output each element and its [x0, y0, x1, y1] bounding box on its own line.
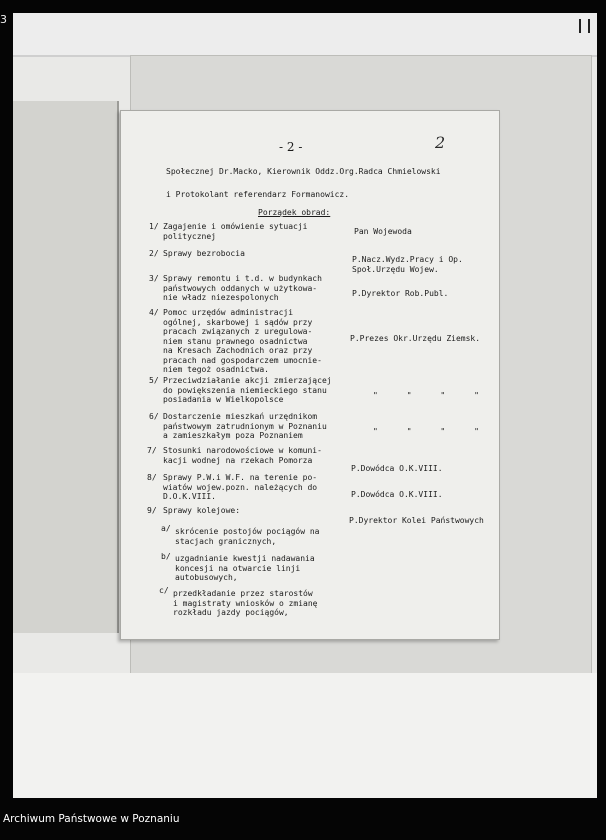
agenda-number: 5/ [149, 376, 159, 385]
left-sheet [13, 101, 119, 633]
corner-tick [579, 19, 581, 33]
agenda-number: 3/ [149, 274, 159, 283]
page-number: - 2 - [279, 140, 303, 154]
agenda-speaker: " " " " [373, 391, 479, 400]
sub-item-label: c/ [159, 586, 169, 595]
bottom-blank-area [13, 673, 597, 798]
agenda-number: 9/ [147, 506, 157, 515]
agenda-heading: Porządek obrad: [258, 208, 331, 217]
agenda-number: 6/ [149, 412, 159, 421]
agenda-number: 2/ [149, 249, 159, 258]
agenda-speaker: P.Dowódca O.K.VIII. [351, 490, 443, 499]
agenda-text: Stosunki narodowościowe w komuni- kacji wodnej na rzekach Pomorza [163, 446, 322, 465]
archive-footer: Archiwum Państwowe w Poznaniu [3, 813, 180, 825]
agenda-number: 4/ [149, 308, 159, 317]
sub-item-text: przedkładanie przez starostów i magistraty wniosków o zmianę rozkładu jazdy pociągów, [173, 589, 318, 617]
agenda-speaker: P.Dyrektor Rob.Publ. [352, 289, 449, 298]
agenda-text: Sprawy bezrobocia [163, 249, 245, 258]
sub-item-label: b/ [161, 552, 171, 561]
agenda-speaker: P.Nacz.Wydz.Pracy i Op. Społ.Urzędu Wojew. [352, 255, 463, 274]
agenda-number: 7/ [147, 446, 157, 455]
sub-item-text: uzgadnianie kwestji nadawania koncesji na otwarcie linji autobusowych, [175, 554, 315, 582]
scan-frame [13, 13, 597, 798]
agenda-text: Dostarczenie mieszkań urzędnikom państwowym zatrudnionym w Poznaniu a zamieszkałym poza Poznaniem [163, 412, 327, 440]
document-page [120, 110, 500, 640]
intro-line: i Protokolant referendarz Formanowicz. [166, 190, 350, 199]
intro-line: Społecznej Dr.Macko, Kierownik Oddz.Org.Radca Chmielowski [166, 167, 441, 176]
agenda-text: Zagajenie i omówienie sytuacji politycznej [163, 222, 308, 241]
agenda-text: Sprawy remontu i t.d. w budynkach państwowych oddanych w użytkowa- nie władz niezespolonych [163, 274, 322, 302]
agenda-number: 8/ [147, 473, 157, 482]
sub-item-label: a/ [161, 524, 171, 533]
agenda-text: Sprawy P.W.i W.F. na terenie po- wiatów wojew.pozn. należących do D.O.K.VIII. [163, 473, 318, 501]
corner-tick [588, 19, 590, 33]
corner-mark: 3 [0, 13, 7, 26]
agenda-text: Przeciwdziałanie akcji zmierzającej do powiększenia niemieckiego stanu posiadania w Wielkopolsce [163, 376, 332, 404]
agenda-speaker: Pan Wojewoda [354, 227, 412, 236]
agenda-text: Sprawy kolejowe: [163, 506, 241, 515]
sub-item-text: skrócenie postojów pociągów na stacjach granicznych, [175, 527, 320, 546]
agenda-speaker: " " " " [373, 427, 479, 436]
agenda-speaker: P.Prezes Okr.Urzędu Ziemsk. [350, 334, 481, 343]
agenda-text: Pomoc urzędów administracji ogólnej, skarbowej i sądów przy pracach związanych z uregulowa- niem stanu prawnego osadnictwa na Kresach Zachodnich oraz przy pracach nad gospodarczem umocnie- niem tegoż osadnictwa. [163, 308, 322, 374]
agenda-number: 1/ [149, 222, 159, 231]
agenda-speaker: P.Dyrektor Kolei Państwowych [349, 516, 484, 525]
handwritten-number: 2 [435, 133, 446, 152]
agenda-speaker: P.Dowódca O.K.VIII. [351, 464, 443, 473]
top-paper-strip [13, 13, 597, 57]
